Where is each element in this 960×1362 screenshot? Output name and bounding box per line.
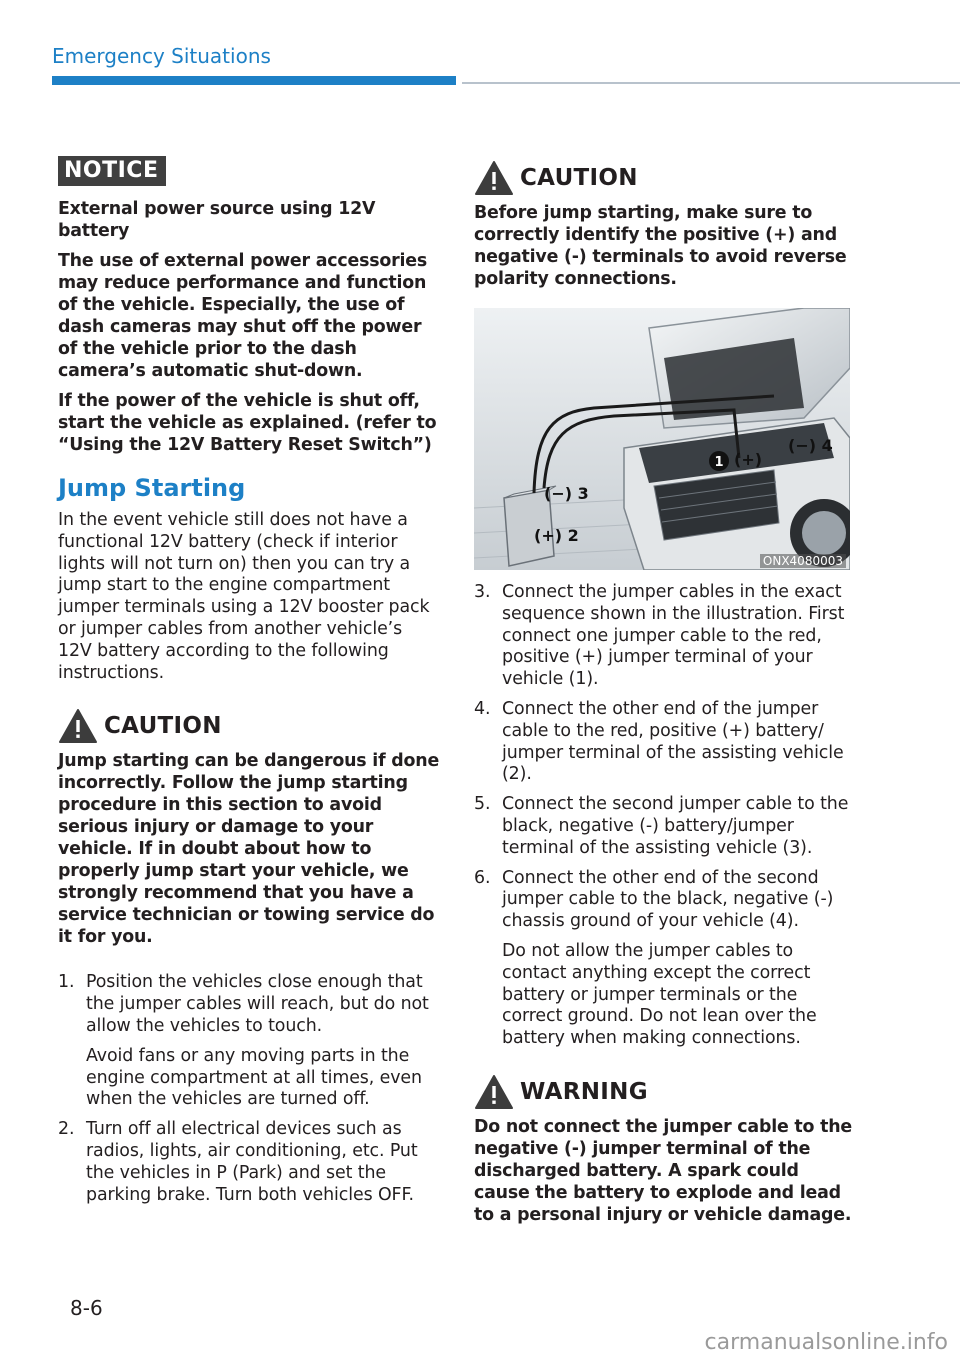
- label-positive-1: (+): [734, 450, 763, 469]
- step-text: Position the vehicles close enough that the jumper cables will reach, but do not allow the vehicles to touch.: [86, 972, 429, 1036]
- caution-header: [474, 160, 854, 196]
- jump-start-illustration: [474, 308, 850, 570]
- figure-code: ONX4080003: [760, 554, 846, 568]
- warning-text: Do not connect the jumper cable to the negative (-) jumper terminal of the discharged battery. A spark could cause the battery to explode and lead to a personal injury or vehicle damage.: [474, 1116, 853, 1225]
- step-text: Turn off all electrical devices such as radios, lights, air conditioning, etc. Put the vehicles in P (Park) and set the parking brake. Turn both vehicles OFF.: [86, 1119, 418, 1205]
- step-text: Connect the other end of the second jumper cable to the black, negative (-) chassis ground of your vehicle (4).: [502, 867, 834, 932]
- label-negative-3: (−) 3: [544, 484, 589, 503]
- svg-text:1: 1: [714, 455, 724, 470]
- caution-title: CAUTION: [520, 165, 638, 191]
- step-text: Connect the jumper cables in the exact sequence shown in the illustration. First connect one jumper cable to the red, positive (+) jumper terminal of your vehicle (1).: [502, 582, 845, 690]
- warning-triangle-icon: [58, 708, 98, 744]
- caution-text: Before jump starting, make sure to correctly identify the positive (+) and negative (-) terminals to avoid reverse polarity connections.: [474, 203, 847, 289]
- notice-block: [58, 156, 440, 456]
- step-item: [474, 582, 854, 691]
- label-negative-4: (−) 4: [788, 436, 833, 455]
- warning-title: WARNING: [520, 1078, 648, 1105]
- label-positive-2: (+) 2: [534, 526, 579, 545]
- warning-triangle-icon: [474, 1074, 514, 1110]
- step-item: [474, 699, 854, 786]
- steps-right: [474, 582, 854, 1050]
- step-text: Connect the other end of the jumper cable to the red, positive (+) battery/ jumper terminal of the assisting vehicle (2).: [502, 698, 844, 785]
- warning-block: [474, 1074, 854, 1226]
- jump-starting-intro: In the event vehicle still does not have a functional 12V battery (check if interior lights will not turn on) then you can try a jump start to the engine compartment jumper terminals using a 12V booster pack or jumper cables from another vehicle’s 12V battery according to the following instructions.: [58, 510, 430, 683]
- section-title: Emergency Situations: [52, 44, 271, 68]
- caution-title: CAUTION: [104, 713, 222, 740]
- step-text: Connect the second jumper cable to the black, negative (-) battery/jumper terminal of the assisting vehicle (3).: [502, 794, 849, 858]
- left-column: [58, 156, 440, 1214]
- step-item: [474, 868, 854, 1050]
- notice-heading: External power source using 12V battery: [58, 199, 376, 241]
- steps-left: [58, 972, 440, 1206]
- step-number: 3.: [474, 582, 491, 602]
- step-item: [58, 1119, 440, 1206]
- step-number: 5.: [474, 794, 491, 815]
- step-number: 1.: [58, 972, 75, 993]
- page-number: 8-6: [70, 1296, 103, 1320]
- header-accent-bar: [52, 76, 456, 85]
- caution-header: [58, 708, 440, 744]
- warning-triangle-icon: [474, 160, 514, 196]
- step-note: Avoid fans or any moving parts in the engine compartment at all times, even when the vehicles are turned off.: [86, 1045, 422, 1110]
- warning-header: [474, 1074, 854, 1110]
- step-item: [58, 972, 440, 1111]
- caution-text: Jump starting can be dangerous if done incorrectly. Follow the jump starting procedure in this section to avoid serious injury or damage to your vehicle. If in doubt about how to properly jump start your vehicle, we strongly recommend that you have a service technician or towing service do it for you.: [58, 751, 440, 948]
- right-column: [474, 160, 854, 1226]
- header-divider: [462, 82, 960, 84]
- step-item: [474, 794, 854, 859]
- notice-paragraph-1: The use of external power accessories may reduce performance and function of the vehicle. Especially, the use of dash cameras may shut off the power of the vehicle prior to the dash camera’s automatic shut-down.: [58, 251, 428, 381]
- step-number: 6.: [474, 867, 491, 888]
- notice-paragraph-2: If the power of the vehicle is shut off, start the vehicle as explained. (refer to “Using the 12V Battery Reset Switch”): [58, 391, 437, 455]
- step-note: Do not allow the jumper cables to contact anything except the correct battery or jumper terminals or the correct ground. Do not lean over the battery when making connections.: [502, 940, 817, 1049]
- caution-block-2: [474, 160, 854, 290]
- notice-badge: NOTICE: [58, 156, 166, 186]
- watermark: carmanualsonline.info: [704, 1330, 948, 1355]
- jump-starting-heading: Jump Starting: [58, 474, 246, 502]
- step-number: 2.: [58, 1119, 75, 1140]
- caution-block-1: [58, 708, 440, 948]
- step-number: 4.: [474, 698, 491, 719]
